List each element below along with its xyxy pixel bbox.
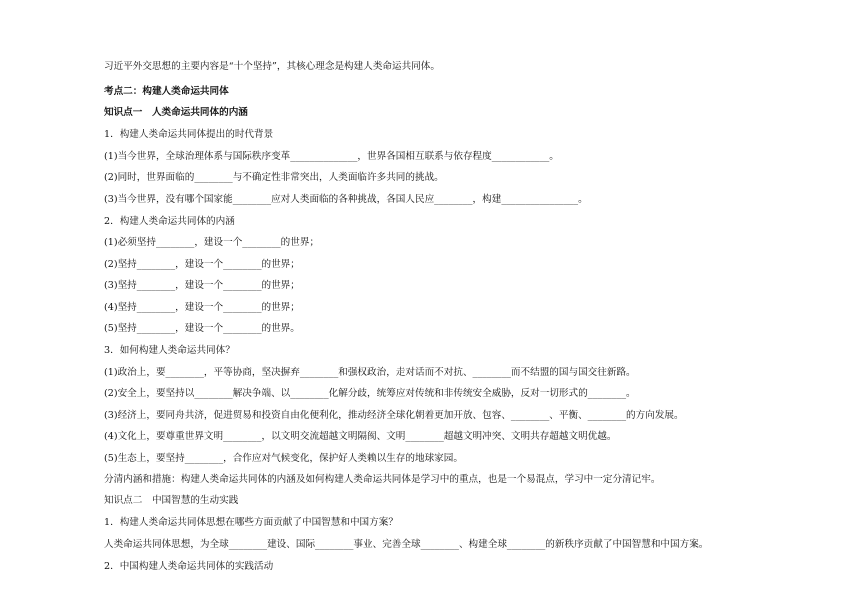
text-line: (4)坚持________，建设一个________的世界； xyxy=(104,302,300,313)
question-heading: 2．构建人类命运共同体的内涵 xyxy=(104,216,235,227)
text-line: (4)文化上，要尊重世界文明________，以文明交流超越文明隔阂、文明________超越文明冲突、文明共存超越文明优越。 xyxy=(104,431,617,442)
text-line: (1)当今世界，全球治理体系与国际秩序变革______________，世界各国相互联系与依存程度____________。 xyxy=(104,151,559,162)
tip-line: 分清内涵和措施：构建人类命运共同体的内涵及如何构建人类命运共同体是学习中的重点，也是一个易混点，学习中一定分清记牢。 xyxy=(104,474,661,485)
question-heading: 2．中国构建人类命运共同体的实践活动 xyxy=(104,561,274,572)
text-line: (2)同时，世界面临的________与不确定性非常突出，人类面临许多共同的挑战。 xyxy=(104,172,444,183)
text-line-intro: 习近平外交思想的主要内容是“十个坚持”，其核心理念是构建人类命运共同体。 xyxy=(104,61,440,72)
knowledge-point-heading: 知识点一 人类命运共同体的内涵 xyxy=(104,107,248,118)
text-line: (2)安全上，要坚持以________解决争端、以________化解分歧，统筹应对传统和非传统安全威胁，反对一切形式的________。 xyxy=(104,388,636,399)
text-line: (1)政治上，要________，平等协商，坚决摒弃________和强权政治，走对话而不对抗、________而不结盟的国与国交往新路。 xyxy=(104,367,636,378)
text-line: (3)坚持________，建设一个________的世界； xyxy=(104,280,300,291)
text-line: (2)坚持________，建设一个________的世界； xyxy=(104,259,300,270)
section-heading: 考点二：构建人类命运共同体 xyxy=(104,86,229,97)
text-line: (5)坚持________，建设一个________的世界。 xyxy=(104,323,300,334)
question-heading: 3．如何构建人类命运共同体？ xyxy=(104,345,235,356)
question-heading: 1．构建人类命运共同体思想在哪些方面贡献了中国智慧和中国方案？ xyxy=(104,517,398,528)
text-line: (3)当今世界，没有哪个国家能________应对人类面临的各种挑战，各国人民应________，构建________________。 xyxy=(104,194,588,205)
text-line: (5)生态上，要坚持________，合作应对气候变化，保护好人类赖以生存的地球家园。 xyxy=(104,453,463,464)
question-heading: 1．构建人类命运共同体提出的时代背景 xyxy=(104,129,274,140)
text-line: (3)经济上，要同舟共济，促进贸易和投资自由化便利化，推动经济全球化朝着更加开放、包容、________、平衡、________的方向发展。 xyxy=(104,410,684,421)
text-line: 人类命运共同体思想，为全球________建设、国际________事业、完善全球________、构建全球________的新秩序贡献了中国智慧和中国方案。 xyxy=(104,539,709,550)
text-line: (1)必须坚持________，建设一个________的世界； xyxy=(104,237,320,248)
knowledge-point-heading: 知识点二 中国智慧的生动实践 xyxy=(104,495,239,506)
